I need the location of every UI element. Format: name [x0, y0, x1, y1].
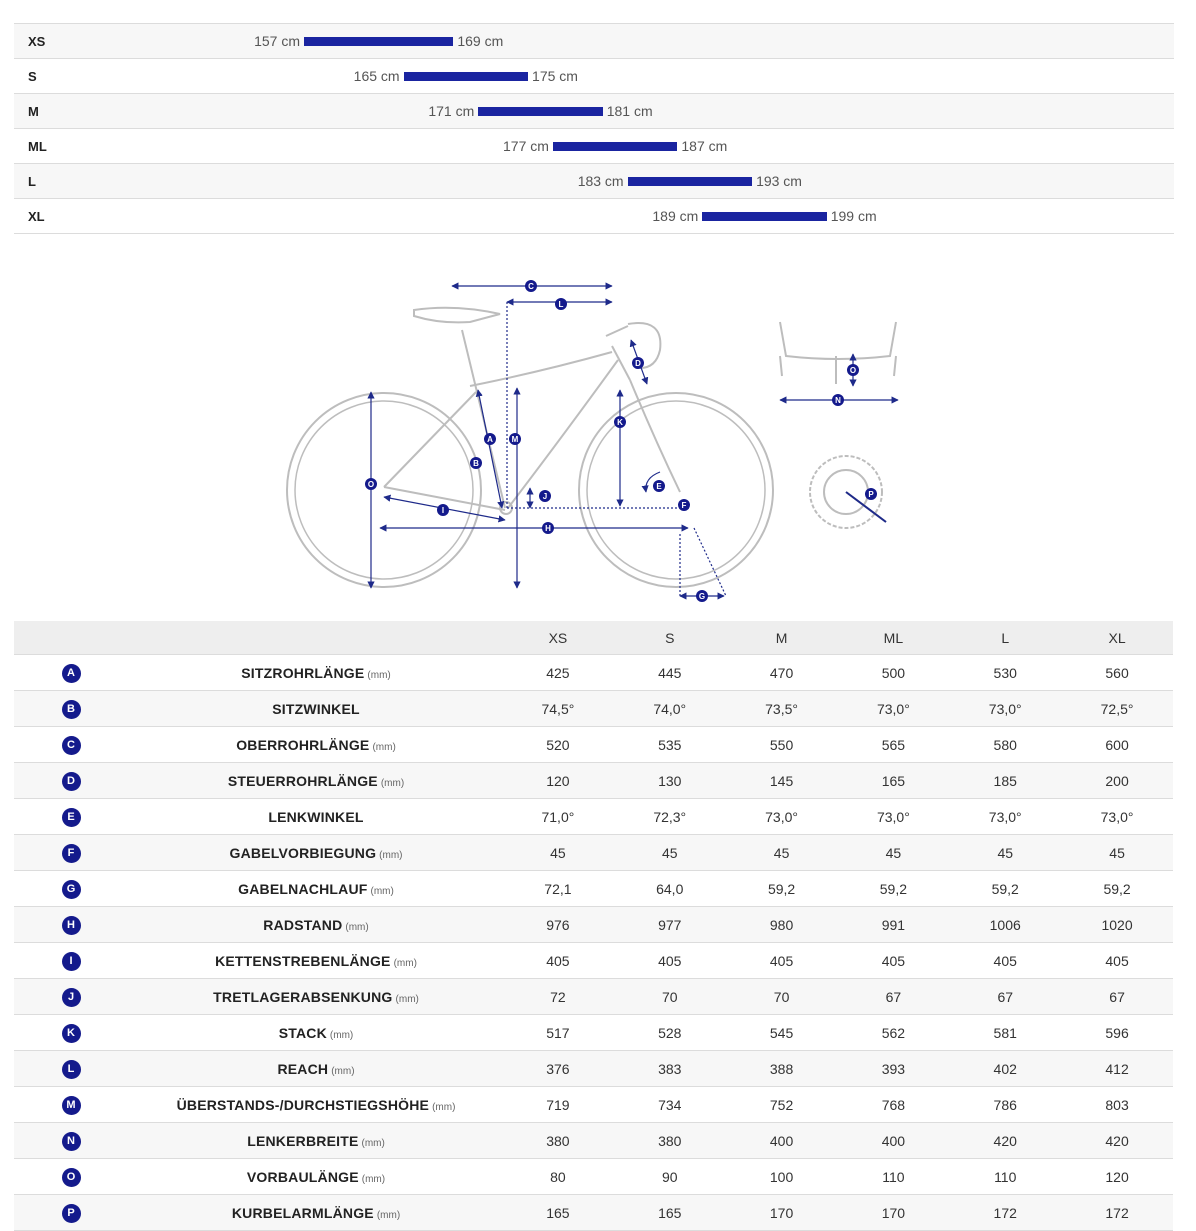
param-unit: (mm): [379, 849, 403, 861]
range-max-label: 193 cm: [756, 173, 802, 189]
letter-cell: [14, 1195, 128, 1231]
letter-cell: [14, 979, 128, 1015]
value-cell: 170: [837, 1195, 949, 1231]
value-cell: 517: [502, 1015, 614, 1051]
letter-badge: A: [62, 664, 81, 683]
range-max-label: 181 cm: [606, 103, 653, 119]
letter-badge: B: [62, 700, 81, 719]
value-cell: 72: [502, 979, 614, 1015]
param-unit: (mm): [372, 741, 396, 753]
letter-cell: [14, 655, 128, 691]
geometry-table: [14, 621, 1173, 1231]
letter-badge: G: [62, 880, 81, 899]
value-cell: 405: [1061, 943, 1173, 979]
param-name: SITZWINKEL: [272, 700, 360, 717]
letter-cell: [14, 1159, 128, 1195]
value-cell: 67: [837, 979, 949, 1015]
letter-cell: [14, 763, 128, 799]
value-cell: 1020: [1061, 907, 1173, 943]
range-min-label: 165 cm: [353, 68, 400, 84]
range-min-label: 189 cm: [652, 208, 699, 224]
table-row: [14, 1087, 1173, 1123]
table-row: [14, 835, 1173, 871]
range-max-label: 187 cm: [681, 138, 728, 154]
value-cell: 73,0°: [726, 799, 838, 835]
value-cell: 145: [726, 763, 838, 799]
value-cell: 530: [949, 655, 1061, 691]
param-name: TRETLAGERABSENKUNG: [213, 988, 393, 1005]
param-unit: (mm): [395, 993, 419, 1005]
param-name: GABELVORBIEGUNG: [229, 844, 377, 861]
svg-text:O: O: [367, 480, 375, 489]
stem: [606, 326, 628, 336]
value-cell: 376: [502, 1051, 614, 1087]
param-cell: [128, 835, 502, 871]
param-name: RADSTAND: [263, 916, 343, 933]
range-min-label: 157 cm: [254, 33, 300, 49]
value-cell: 120: [502, 763, 614, 799]
value-cell: 67: [949, 979, 1061, 1015]
size-label: L: [28, 174, 36, 189]
param-unit: (mm): [370, 885, 394, 897]
marker-letter: B: [473, 459, 479, 468]
value-cell: 580: [949, 727, 1061, 763]
value-cell: 400: [837, 1123, 949, 1159]
value-cell: 380: [502, 1123, 614, 1159]
param-cell: [128, 1051, 502, 1087]
value-cell: 59,2: [949, 871, 1061, 907]
rear-wheel-inner: [295, 401, 473, 579]
param-name: STEUERROHRLÄNGE: [227, 772, 378, 789]
value-cell: 73,0°: [949, 691, 1061, 727]
range-max-label: 169 cm: [457, 33, 504, 49]
marker-p: [865, 488, 877, 500]
letter-badge: O: [62, 1168, 81, 1187]
value-cell: 405: [614, 943, 726, 979]
marker-letter: K: [617, 418, 623, 427]
letter-cell: [14, 691, 128, 727]
table-row: [14, 1195, 1173, 1231]
value-cell: 420: [949, 1123, 1061, 1159]
bike-geometry-diagram: [0, 250, 1196, 620]
letter-badge: I: [62, 952, 81, 971]
value-cell: 560: [1061, 655, 1173, 691]
param-cell: [128, 1015, 502, 1051]
marker-o-wheel: [365, 478, 377, 490]
value-cell: 977: [614, 907, 726, 943]
value-cell: 500: [837, 655, 949, 691]
fork: [630, 380, 680, 492]
size-label: M: [28, 104, 39, 119]
value-cell: 520: [502, 727, 614, 763]
param-cell: [128, 871, 502, 907]
param-cell: [128, 1159, 502, 1195]
marker-d: [632, 357, 644, 369]
value-cell: 72,3°: [614, 799, 726, 835]
value-cell: 172: [949, 1195, 1061, 1231]
size-row: [14, 128, 1174, 163]
value-cell: 72,1: [502, 871, 614, 907]
value-cell: 752: [726, 1087, 838, 1123]
param-name: KETTENSTREBENLÄNGE: [215, 952, 391, 969]
marker-letter: L: [558, 300, 564, 309]
letter-cell: [14, 1015, 128, 1051]
marker-letter: M: [511, 435, 519, 444]
value-cell: 45: [614, 835, 726, 871]
marker-m: [509, 433, 521, 445]
letter-badge: C: [62, 736, 81, 755]
param-cell: [128, 943, 502, 979]
value-cell: 74,5°: [502, 691, 614, 727]
saddle: [414, 308, 500, 323]
letter-badge: E: [62, 808, 81, 827]
size-range-chart: [14, 23, 1174, 234]
range-min-label: 177 cm: [503, 138, 549, 154]
table-row: [14, 979, 1173, 1015]
letter-badge: J: [62, 988, 81, 1007]
param-cell: [128, 907, 502, 943]
marker-b: [470, 457, 482, 469]
value-cell: 172: [1061, 1195, 1173, 1231]
value-cell: 170: [726, 1195, 838, 1231]
front-wheel-inner: [587, 401, 765, 579]
table-header-row: [14, 621, 1173, 655]
value-cell: 420: [1061, 1123, 1173, 1159]
size-row: [14, 198, 1174, 234]
param-cell: [128, 727, 502, 763]
value-cell: 528: [614, 1015, 726, 1051]
letter-badge: K: [62, 1024, 81, 1043]
value-cell: 535: [614, 727, 726, 763]
table-row: [14, 1015, 1173, 1051]
param-cell: [128, 1087, 502, 1123]
range-max-label: 199 cm: [830, 208, 877, 224]
value-cell: 59,2: [726, 871, 838, 907]
value-cell: 405: [949, 943, 1061, 979]
marker-letter: O: [849, 366, 857, 375]
letter-badge: H: [62, 916, 81, 935]
param-cell: [128, 691, 502, 727]
down-tube: [508, 360, 618, 508]
marker-letter: N: [835, 396, 841, 405]
size-label: XS: [28, 34, 46, 49]
value-cell: 562: [837, 1015, 949, 1051]
marker-letter: D: [635, 359, 641, 368]
param-name: LENKERBREITE: [247, 1132, 359, 1149]
value-cell: 581: [949, 1015, 1061, 1051]
param-cell: [128, 1195, 502, 1231]
value-cell: 405: [502, 943, 614, 979]
param-unit: (mm): [361, 1173, 386, 1185]
header-size-m: M: [726, 621, 838, 655]
value-cell: 600: [1061, 727, 1173, 763]
table-row: [14, 943, 1173, 979]
param-unit: (mm): [345, 921, 369, 933]
front-wheel: [579, 393, 773, 587]
value-cell: 73,5°: [726, 691, 838, 727]
param-name: ÜBERSTANDS-/DURCHSTIEGSHÖHE: [176, 1096, 430, 1113]
marker-i: [437, 504, 449, 516]
param-unit: (mm): [393, 957, 417, 969]
range-bar: [404, 72, 528, 81]
letter-cell: [14, 799, 128, 835]
table-row: [14, 763, 1173, 799]
marker-letter: H: [545, 524, 551, 533]
param-unit: (mm): [432, 1101, 456, 1113]
param-name: STACK: [278, 1024, 327, 1041]
range-bar: [628, 177, 752, 186]
value-cell: 74,0°: [614, 691, 726, 727]
value-cell: 73,0°: [1061, 799, 1173, 835]
value-cell: 70: [614, 979, 726, 1015]
value-cell: 73,0°: [837, 799, 949, 835]
size-label: ML: [28, 139, 47, 154]
value-cell: 45: [726, 835, 838, 871]
param-unit: (mm): [329, 1029, 354, 1041]
size-row: [14, 58, 1174, 93]
marker-e: [653, 480, 665, 492]
value-cell: 393: [837, 1051, 949, 1087]
letter-cell: [14, 943, 128, 979]
range-bar: [478, 107, 602, 116]
value-cell: 200: [1061, 763, 1173, 799]
range-bar: [553, 142, 677, 151]
table-row: [14, 1051, 1173, 1087]
value-cell: 120: [1061, 1159, 1173, 1195]
value-cell: 545: [726, 1015, 838, 1051]
letter-badge: L: [62, 1060, 81, 1079]
size-label: XL: [28, 209, 45, 224]
handlebar-front-view: [780, 322, 896, 384]
marker-g: [696, 590, 708, 602]
param-unit: (mm): [380, 777, 405, 789]
value-cell: 67: [1061, 979, 1173, 1015]
table-row: [14, 655, 1173, 691]
letter-badge: D: [62, 772, 81, 791]
value-cell: 45: [837, 835, 949, 871]
value-cell: 388: [726, 1051, 838, 1087]
value-cell: 73,0°: [949, 799, 1061, 835]
value-cell: 45: [949, 835, 1061, 871]
param-name: KURBELARMLÄNGE: [231, 1204, 374, 1221]
param-name: GABELNACHLAUF: [238, 880, 368, 897]
size-row: [14, 163, 1174, 198]
value-cell: 165: [614, 1195, 726, 1231]
marker-letter: J: [542, 492, 548, 501]
letter-cell: [14, 1123, 128, 1159]
value-cell: 980: [726, 907, 838, 943]
size-label: S: [28, 69, 37, 84]
param-name: VORBAULÄNGE: [246, 1168, 359, 1185]
value-cell: 565: [837, 727, 949, 763]
value-cell: 72,5°: [1061, 691, 1173, 727]
param-cell: [128, 655, 502, 691]
param-name: REACH: [277, 1060, 329, 1077]
value-cell: 412: [1061, 1051, 1173, 1087]
value-cell: 70: [726, 979, 838, 1015]
param-cell: [128, 763, 502, 799]
letter-cell: [14, 1051, 128, 1087]
param-name: OBERROHRLÄNGE: [236, 736, 370, 753]
value-cell: 976: [502, 907, 614, 943]
value-cell: 425: [502, 655, 614, 691]
value-cell: 786: [949, 1087, 1061, 1123]
value-cell: 550: [726, 727, 838, 763]
value-cell: 64,0: [614, 871, 726, 907]
seat-stay: [384, 392, 476, 487]
value-cell: 383: [614, 1051, 726, 1087]
param-unit: (mm): [331, 1065, 355, 1077]
letter-badge: P: [62, 1204, 81, 1223]
table-row: [14, 799, 1173, 835]
value-cell: 80: [502, 1159, 614, 1195]
param-unit: (mm): [376, 1209, 401, 1221]
letter-badge: F: [62, 844, 81, 863]
marker-c: [525, 280, 537, 292]
marker-letter: E: [656, 482, 662, 491]
marker-o: [847, 364, 859, 376]
range-max-label: 175 cm: [532, 68, 578, 84]
value-cell: 90: [614, 1159, 726, 1195]
range-min-label: 171 cm: [428, 103, 475, 119]
value-cell: 991: [837, 907, 949, 943]
value-cell: 405: [726, 943, 838, 979]
value-cell: 59,2: [837, 871, 949, 907]
top-tube: [470, 352, 612, 386]
param-unit: (mm): [361, 1137, 385, 1149]
letter-cell: [14, 1087, 128, 1123]
size-row: [14, 23, 1174, 58]
value-cell: 719: [502, 1087, 614, 1123]
value-cell: 803: [1061, 1087, 1173, 1123]
marker-letter: P: [868, 490, 874, 499]
marker-n: [832, 394, 844, 406]
value-cell: 380: [614, 1123, 726, 1159]
size-row: [14, 93, 1174, 128]
table-row: [14, 1159, 1173, 1195]
bike-outline: [287, 308, 896, 587]
rear-wheel: [287, 393, 481, 587]
letter-badge: M: [62, 1096, 81, 1115]
value-cell: 400: [726, 1123, 838, 1159]
value-cell: 73,0°: [837, 691, 949, 727]
marker-letter: G: [698, 592, 706, 601]
value-cell: 59,2: [1061, 871, 1173, 907]
marker-letter: A: [487, 435, 493, 444]
table-row: [14, 691, 1173, 727]
range-bar: [304, 37, 453, 46]
marker-h: [542, 522, 554, 534]
header-blank: [14, 621, 128, 655]
range-min-label: 183 cm: [577, 173, 624, 189]
param-name: LENKWINKEL: [268, 808, 364, 825]
letter-cell: [14, 871, 128, 907]
value-cell: 470: [726, 655, 838, 691]
marker-f: [678, 499, 690, 511]
value-cell: 734: [614, 1087, 726, 1123]
value-cell: 110: [949, 1159, 1061, 1195]
letter-cell: [14, 835, 128, 871]
value-cell: 130: [614, 763, 726, 799]
header-blank: [128, 621, 502, 655]
table-row: [14, 727, 1173, 763]
marker-l: [555, 298, 567, 310]
header-size-xl: XL: [1061, 621, 1173, 655]
value-cell: 402: [949, 1051, 1061, 1087]
marker-letter: F: [681, 501, 687, 510]
param-name: SITZROHRLÄNGE: [241, 664, 365, 681]
letter-cell: [14, 907, 128, 943]
marker-letter: I: [441, 506, 445, 515]
value-cell: 768: [837, 1087, 949, 1123]
header-size-l: L: [949, 621, 1061, 655]
letter-cell: [14, 727, 128, 763]
marker-a: [484, 433, 496, 445]
value-cell: 1006: [949, 907, 1061, 943]
param-cell: [128, 979, 502, 1015]
header-size-xs: XS: [502, 621, 614, 655]
value-cell: 45: [1061, 835, 1173, 871]
value-cell: 165: [837, 763, 949, 799]
value-cell: 596: [1061, 1015, 1173, 1051]
value-cell: 100: [726, 1159, 838, 1195]
value-cell: 110: [837, 1159, 949, 1195]
value-cell: 445: [614, 655, 726, 691]
value-cell: 45: [502, 835, 614, 871]
value-cell: 405: [837, 943, 949, 979]
table-row: [14, 871, 1173, 907]
marker-j: [539, 490, 551, 502]
header-size-ml: ML: [837, 621, 949, 655]
range-bar: [702, 212, 826, 221]
letter-badge: N: [62, 1132, 81, 1151]
param-cell: [128, 799, 502, 835]
param-unit: (mm): [367, 669, 391, 681]
value-cell: 185: [949, 763, 1061, 799]
marker-letter: C: [528, 282, 534, 291]
header-size-s: S: [614, 621, 726, 655]
marker-k: [614, 416, 626, 428]
value-cell: 165: [502, 1195, 614, 1231]
table-row: [14, 1123, 1173, 1159]
table-row: [14, 907, 1173, 943]
value-cell: 71,0°: [502, 799, 614, 835]
param-cell: [128, 1123, 502, 1159]
